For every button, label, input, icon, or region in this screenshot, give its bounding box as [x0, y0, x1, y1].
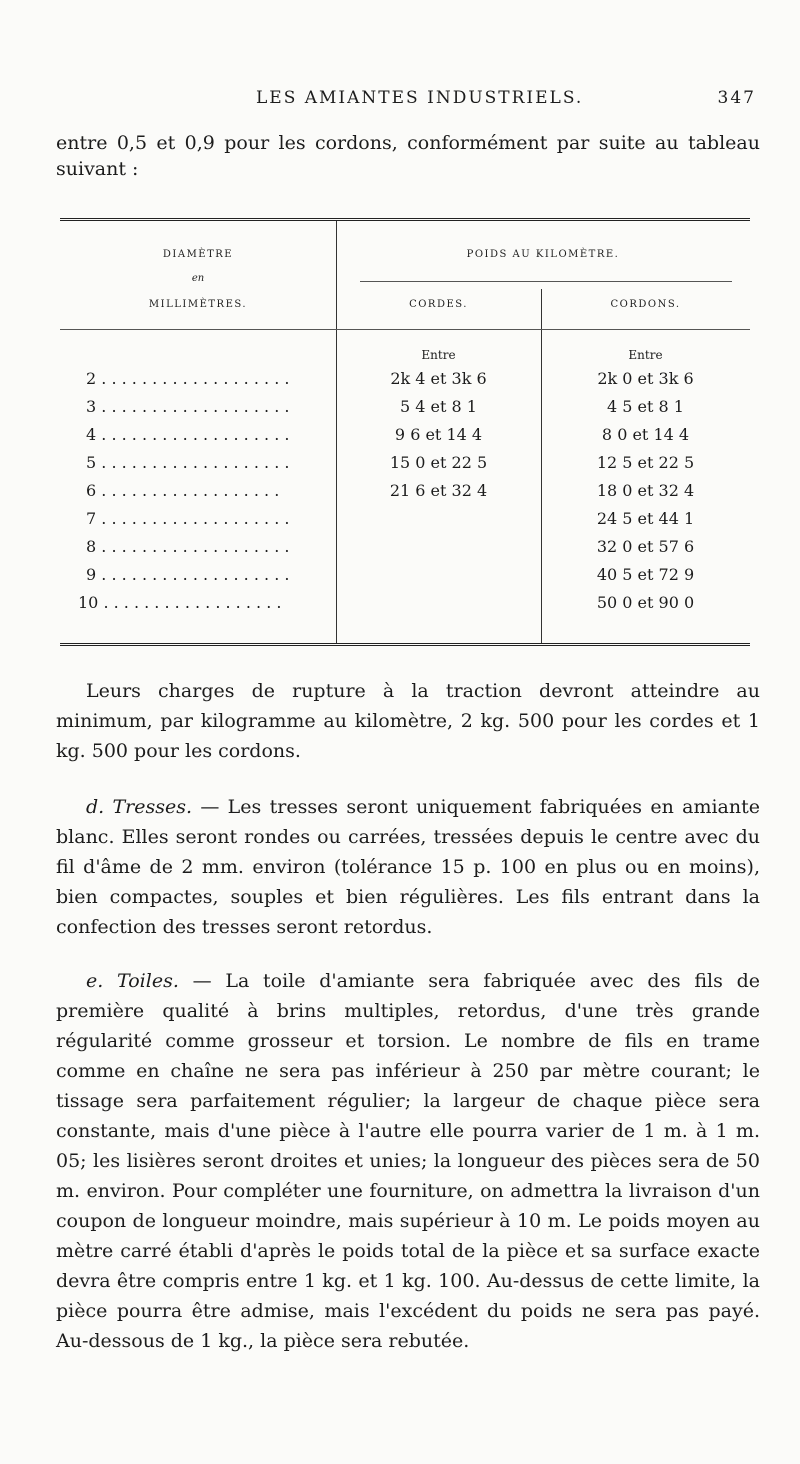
cordes-cell: 15 0 et 22 5 [389, 453, 488, 472]
diameter-cell: 2 . . . . . . . . . . . . . . . . . . . [86, 369, 290, 388]
col-head-en: en [191, 273, 205, 284]
entre-label-cordes: Entre [421, 348, 456, 362]
cordes-cell: 9 6 et 14 4 [394, 425, 483, 444]
section-label-tresses: d. Tresses. [86, 796, 193, 818]
paragraph-toiles-text: — La toile d'amiante sera fabriquée avec des fils de première qualité à brins multiples, retordus, d'une très grande régularité comme grosseur et torsion. Le nombre de fils en trame comme en chaîne ne sera pas inférieur à 250 par mètre courant; le tissage sera parfaitement régulier; la largeur de chaque pièce sera constante, mais d'une pièce à l'autre elle pourra varier de 1 m. à 1 m. 05; les lisières seront droites et unies; la longueur des pièces sera de 50 m. environ. Pour compléter une fourniture, on admettra la livraison d'un coupon de longueur moindre, mais supérieur à 10 m. Le poids moyen au mètre carré établi d'après le poids total de la pièce et sa surface exacte devra être compris entre 1 kg. et 1 kg. 100. Au-dessus de cette limite, la pièce pourra être admise, mais l'excédent du poids ne sera pas payé. Au-dessous de 1 kg., la pièce sera rebutée. [56, 970, 760, 1352]
group-head-poids: POIDS AU KILOMÈTRE. [466, 249, 620, 260]
diameter-cell: 4 . . . . . . . . . . . . . . . . . . . [86, 425, 290, 444]
cordons-cell: 50 0 et 90 0 [596, 593, 695, 612]
intro-text: entre 0,5 et 0,9 pour les cordons, conformément par suite au tableau suivant : [56, 132, 760, 180]
diameter-cell: 10 . . . . . . . . . . . . . . . . . . [78, 593, 282, 612]
cordons-cell: 32 0 et 57 6 [596, 537, 695, 556]
page-number: 347 [717, 88, 756, 108]
cordons-cell: 40 5 et 72 9 [596, 565, 695, 584]
paragraph-tresses [56, 792, 760, 942]
running-header [56, 88, 760, 112]
paragraph-tresses-text: — Les tresses seront uniquement fabriquées en amiante blanc. Elles seront rondes ou carrées, tressées depuis le centre avec du fil d'âme de 2 mm. environ (tolérance 15 p. 100 en plus ou en moins), bien compactes, souples et bien régulières. Les fils entrant dans la confection des tresses seront retordus. [56, 796, 760, 938]
cordons-cell: 24 5 et 44 1 [596, 509, 695, 528]
cordons-cell: 2k 0 et 3k 6 [597, 369, 694, 388]
col-head-millimetres: MILLIMÈTRES. [148, 299, 248, 310]
cordes-cell: 21 6 et 32 4 [389, 481, 488, 500]
section-label-toiles: e. Toiles. [86, 970, 179, 992]
diameter-cell: 5 . . . . . . . . . . . . . . . . . . . [86, 453, 290, 472]
weight-table [60, 218, 750, 646]
cordons-cell: 8 0 et 14 4 [601, 425, 690, 444]
header-rule [60, 329, 750, 330]
diameter-cell: 3 . . . . . . . . . . . . . . . . . . . [86, 397, 290, 416]
col-head-cordons: CORDONS. [610, 299, 681, 310]
group-rule [360, 281, 732, 282]
col-head-diametre: DIAMÈTRE [162, 249, 234, 260]
cordons-cell: 12 5 et 22 5 [596, 453, 695, 472]
cordons-cell: 18 0 et 32 4 [596, 481, 695, 500]
diameter-cell: 9 . . . . . . . . . . . . . . . . . . . [86, 565, 290, 584]
diameter-cell: 7 . . . . . . . . . . . . . . . . . . . [86, 509, 290, 528]
entre-label-cordons: Entre [628, 348, 663, 362]
col-head-cordes: CORDES. [409, 299, 468, 310]
paragraph-rupture: Leurs charges de rupture à la traction devront atteindre au minimum, par kilogramme au kilomètre, 2 kg. 500 pour les cordes et 1 kg. 500 pour les cordons. [56, 680, 760, 762]
diameter-cell: 6 . . . . . . . . . . . . . . . . . . [86, 481, 280, 500]
paragraph-toiles [56, 966, 760, 1356]
cordons-cell: 4 5 et 8 1 [607, 397, 684, 416]
cordes-cell: 2k 4 et 3k 6 [390, 369, 487, 388]
running-head-title: LES AMIANTES INDUSTRIELS. [256, 88, 584, 108]
cordes-cell: 5 4 et 8 1 [400, 397, 477, 416]
diameter-cell: 8 . . . . . . . . . . . . . . . . . . . [86, 537, 290, 556]
